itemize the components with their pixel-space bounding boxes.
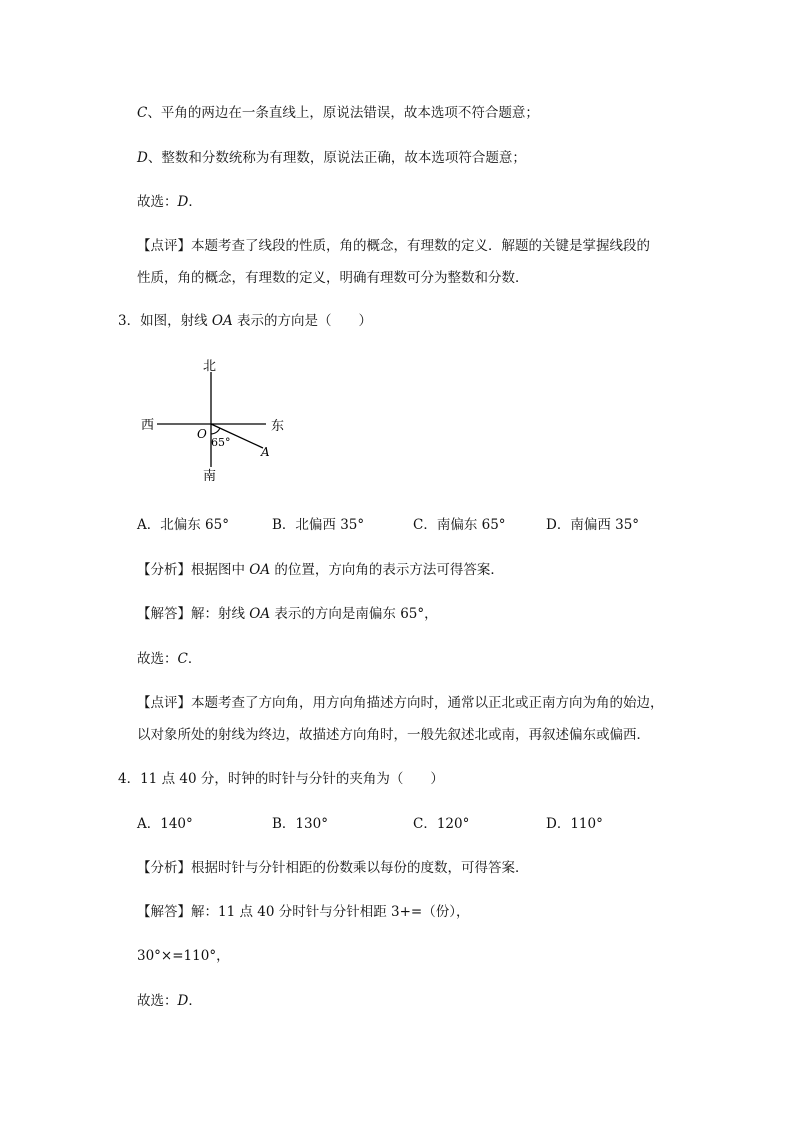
q4-analysis: 【分析】根据时针与分针相距的份数乘以每份的度数，可得答案． [137, 860, 529, 876]
q3-analysis [137, 560, 504, 580]
q3-choose [137, 649, 201, 669]
q2-choose-end: ． [188, 194, 202, 210]
q2-comment-line2: 性质，角的概念，有理数的定义，明确有理数可分为整数和分数． [137, 270, 529, 286]
q3-analysis-a: 【分析】根据图中 [137, 562, 250, 578]
q3-option-c: C．南偏东 65° [413, 517, 506, 533]
q3-number: 3． [118, 313, 141, 329]
q3-stem-a: 如图，射线 [140, 313, 212, 329]
q3-comment-line2: 以对象所处的射线为终边，故描述方向角时，一般先叙述北或南，再叙述偏东或偏西． [137, 727, 650, 743]
q2-option-d-explanation [137, 148, 526, 168]
q3-solution-b: 表示的方向是南偏东 65°， [270, 606, 438, 622]
q2-d-text: 、整数和分数统称为有理数，原说法正确，故本选项符合题意； [147, 150, 526, 166]
west-label: 西 [141, 418, 155, 433]
q4-number: 4． [118, 771, 141, 787]
q3-solution-a: 【解答】解：射线 [137, 606, 250, 622]
ray-point-label: A [261, 445, 270, 459]
q4-choose-label: 故选： [137, 993, 178, 1009]
q2-choose-label: 故选： [137, 194, 178, 210]
south-label: 南 [203, 469, 217, 484]
q3-choose-label: 故选： [137, 651, 178, 667]
q3-choose-end: ． [187, 651, 202, 667]
q2-comment-line1: 【点评】本题考查了线段的性质，角的概念，有理数的定义．解题的关键是掌握线段的 [137, 238, 650, 254]
q3-analysis-var: OA [249, 562, 271, 578]
north-label: 北 [203, 359, 217, 374]
q3-stem [118, 311, 372, 331]
q4-option-b: B．130° [272, 816, 328, 832]
q3-stem-b: 表示的方向是（ ） [232, 313, 373, 329]
q4-calculation: 30°×=110°， [137, 948, 230, 964]
angle-label: 65° [211, 436, 231, 449]
q2-option-c-explanation [137, 103, 539, 123]
q3-option-b: B．北偏西 35° [272, 517, 365, 533]
q3-option-a: A．北偏东 65° [137, 517, 229, 533]
q4-option-d: D．110° [546, 816, 603, 832]
q3-solution-var: OA [249, 606, 271, 622]
q2-c-letter: C [137, 105, 148, 121]
q3-comment-line1: 【点评】本题考查了方向角，用方向角描述方向时，通常以正北或正南方向为角的始边， [137, 695, 664, 711]
q4-stem [118, 769, 444, 789]
compass-direction-figure [135, 352, 295, 487]
q4-choose [137, 991, 202, 1011]
q4-option-a: A．140° [137, 816, 193, 832]
angle-arc [211, 428, 220, 434]
q3-solution [137, 604, 438, 624]
q2-choose [137, 192, 202, 212]
q3-option-d: D．南偏西 35° [546, 517, 640, 533]
q4-choose-answer: D [177, 993, 189, 1009]
east-label: 东 [271, 419, 285, 434]
q3-analysis-b: 的位置，方向角的表示方法可得答案． [270, 562, 504, 578]
q4-choose-end: ． [188, 993, 202, 1009]
q2-d-letter: D [137, 150, 148, 166]
q4-stem-text: 11 点 40 分，时钟的时针与分针的夹角为（ ） [140, 771, 444, 787]
q4-solution: 【解答】解：11 点 40 分时针与分针相距 3+=（份）， [137, 904, 470, 920]
q3-choose-answer: C [177, 651, 188, 667]
q2-choose-answer: D [177, 194, 189, 210]
origin-label: O [197, 427, 207, 441]
q4-option-c: C．120° [413, 816, 470, 832]
q2-c-text: 、平角的两边在一条直线上，原说法错误，故本选项不符合题意； [147, 105, 539, 121]
q3-stem-var: OA [211, 313, 233, 329]
